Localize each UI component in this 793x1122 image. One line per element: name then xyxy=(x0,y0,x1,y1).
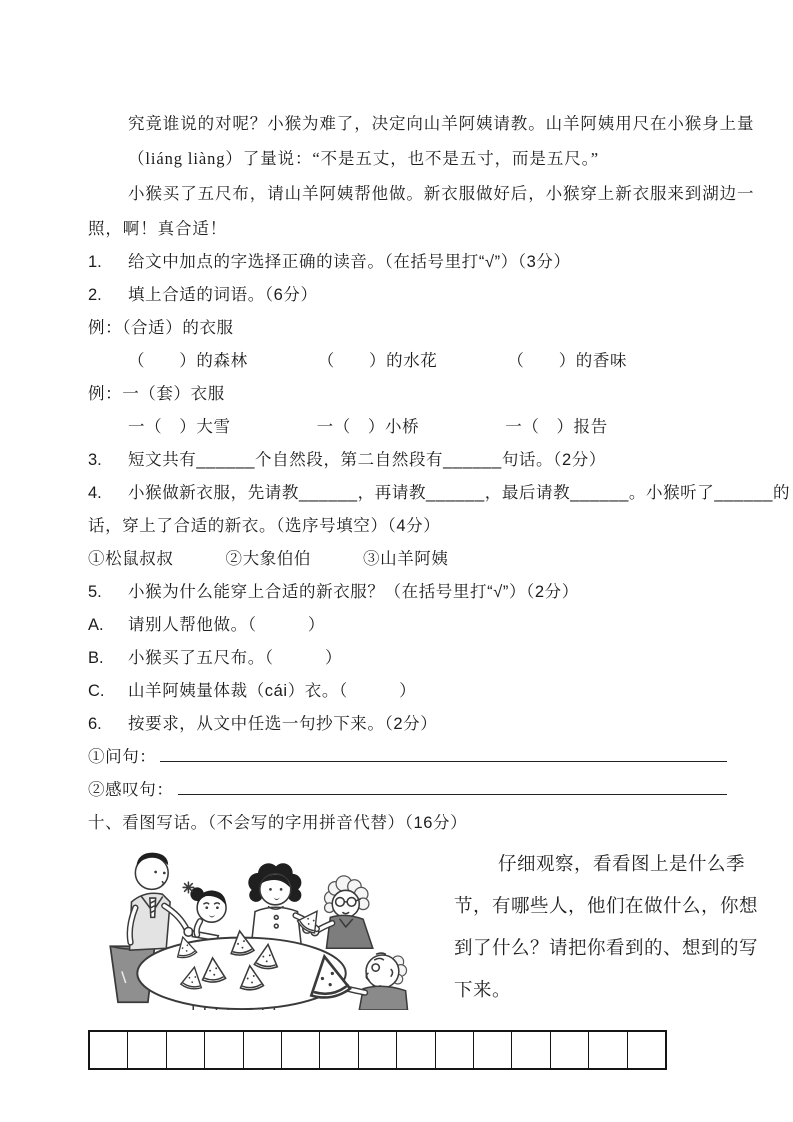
question-5-choice-a xyxy=(88,609,727,642)
question-4-options xyxy=(88,543,727,576)
choice-label: C. xyxy=(88,682,105,700)
passage-line: 小猴买了五尺布，请山羊阿姨帮他做。新衣服做好后，小猴穿上新衣服来到湖边一 xyxy=(128,184,755,203)
question-number: 4. xyxy=(88,484,102,502)
mother-figure xyxy=(248,863,301,946)
question-text: 填上合适的词语。（6分） xyxy=(128,286,318,304)
reading-passage xyxy=(88,106,755,246)
question-5 xyxy=(88,576,727,609)
question-number: 2. xyxy=(88,286,102,304)
instruction-line: 下来。 xyxy=(454,981,512,1001)
answer-grid-cell xyxy=(435,1032,473,1068)
choice-text: 请别人帮他做。（ ） xyxy=(128,616,325,634)
choice-text: 小猴买了五尺布。（ ） xyxy=(128,649,343,667)
answer-blank-line xyxy=(178,779,728,796)
answer-grid xyxy=(88,1030,667,1070)
fill-blank-item: 一（ ）报告 xyxy=(505,418,608,436)
choice-text: 山羊阿姨量体裁（cái）衣。（ ） xyxy=(128,682,417,700)
question-number: 1. xyxy=(88,253,102,271)
passage-line: 照，啊！真合适！ xyxy=(88,219,228,238)
picture-writing-section xyxy=(88,844,759,1012)
fill-blank-item: （ ）的水花 xyxy=(317,352,438,370)
choice-label: B. xyxy=(88,649,104,667)
answer-grid-cell xyxy=(90,1032,127,1068)
answer-grid-cell xyxy=(281,1032,319,1068)
section-ten-heading xyxy=(88,807,727,840)
answer-grid-cell xyxy=(204,1032,242,1068)
option-item: ①松鼠叔叔 xyxy=(88,550,174,568)
family-watermelon-illustration xyxy=(88,844,424,1010)
answer-grid-cell xyxy=(511,1032,549,1068)
instruction-line: 节，有哪些人，他们在做什么，你想 xyxy=(454,897,759,917)
question-text: 给文中加点的字选择正确的读音。（在括号里打“√”）（3分） xyxy=(128,253,571,271)
answer-grid-cell xyxy=(127,1032,165,1068)
question-number: 5. xyxy=(88,583,102,601)
example-text: 例：（合适）的衣服 xyxy=(88,319,234,337)
question-5-choice-b xyxy=(88,642,727,675)
answer-blank-line xyxy=(160,746,727,763)
fill-blank-item: （ ）的香味 xyxy=(507,352,628,370)
question-2-blanks-1 xyxy=(88,345,727,378)
instruction-line: 仔细观察，看看图上是什么季 xyxy=(498,855,746,875)
question-number: 6. xyxy=(88,715,102,733)
fill-blank-item: 一（ ）小桥 xyxy=(316,418,420,436)
question-5-choice-c xyxy=(88,675,727,708)
passage-line: （liáng liàng）了量说：“不是五丈，也不是五寸，而是五尺。” xyxy=(128,149,600,168)
fill-blank-item: （ ）的森林 xyxy=(128,352,248,370)
question-2 xyxy=(88,279,727,312)
family-watermelon-svg xyxy=(88,844,424,1010)
question-6-sub-1 xyxy=(88,741,727,774)
sub-question-label: ①问句： xyxy=(88,748,157,766)
question-text: 小猴做新衣服，先请教______，再请教______，最后请教______。小猴听了______的 xyxy=(128,484,791,502)
question-text: 按要求，从文中任选一句抄下来。（2分） xyxy=(128,715,438,733)
question-4-line-2 xyxy=(88,510,727,543)
option-item: ②大象伯伯 xyxy=(225,550,311,568)
question-number: 3. xyxy=(88,451,102,469)
question-list xyxy=(88,246,791,840)
answer-grid-cell xyxy=(588,1032,626,1068)
passage-line: 究竟谁说的对呢？小猴为难了，决定向山羊阿姨请教。山羊阿姨用尺在小猴身上量 xyxy=(128,114,755,133)
picture-writing-instructions xyxy=(454,844,759,1012)
answer-grid-cell xyxy=(550,1032,588,1068)
question-2-example-2 xyxy=(88,378,727,411)
option-item: ③山羊阿姨 xyxy=(363,550,449,568)
instruction-line: 到了什么？请把你看到的、想到的写 xyxy=(454,939,759,959)
question-2-blanks-2 xyxy=(88,411,727,444)
question-3 xyxy=(88,444,727,477)
answer-grid-cell xyxy=(627,1032,665,1068)
question-6 xyxy=(88,708,727,741)
question-1 xyxy=(88,246,727,279)
question-text: 话，穿上了合适的新衣。（选序号填空）（4分） xyxy=(88,517,441,535)
answer-grid-cell xyxy=(473,1032,511,1068)
section-heading-text: 十、看图写话。（不会写的字用拼音代替）（16分） xyxy=(88,814,468,832)
question-4-line-1 xyxy=(88,477,791,510)
girl-figure xyxy=(183,882,226,935)
answer-grid-cell xyxy=(358,1032,396,1068)
answer-grid-cell xyxy=(319,1032,357,1068)
answer-grid-cell xyxy=(396,1032,434,1068)
question-2-example-1 xyxy=(88,312,727,345)
sub-question-label: ②感叹句： xyxy=(88,781,174,799)
grandmother-figure xyxy=(311,876,373,948)
answer-grid-cell xyxy=(166,1032,204,1068)
answer-grid-cell xyxy=(243,1032,281,1068)
example-text: 例：一（套）衣服 xyxy=(88,385,225,403)
choice-label: A. xyxy=(88,616,104,634)
question-text: 小猴为什么能穿上合适的新衣服？（在括号里打“√”）（2分） xyxy=(128,583,579,601)
fill-blank-item: 一（ ）大雪 xyxy=(128,418,231,436)
question-6-sub-2 xyxy=(88,774,727,807)
question-text: 短文共有______个自然段，第二自然段有______句话。（2分） xyxy=(128,451,606,469)
